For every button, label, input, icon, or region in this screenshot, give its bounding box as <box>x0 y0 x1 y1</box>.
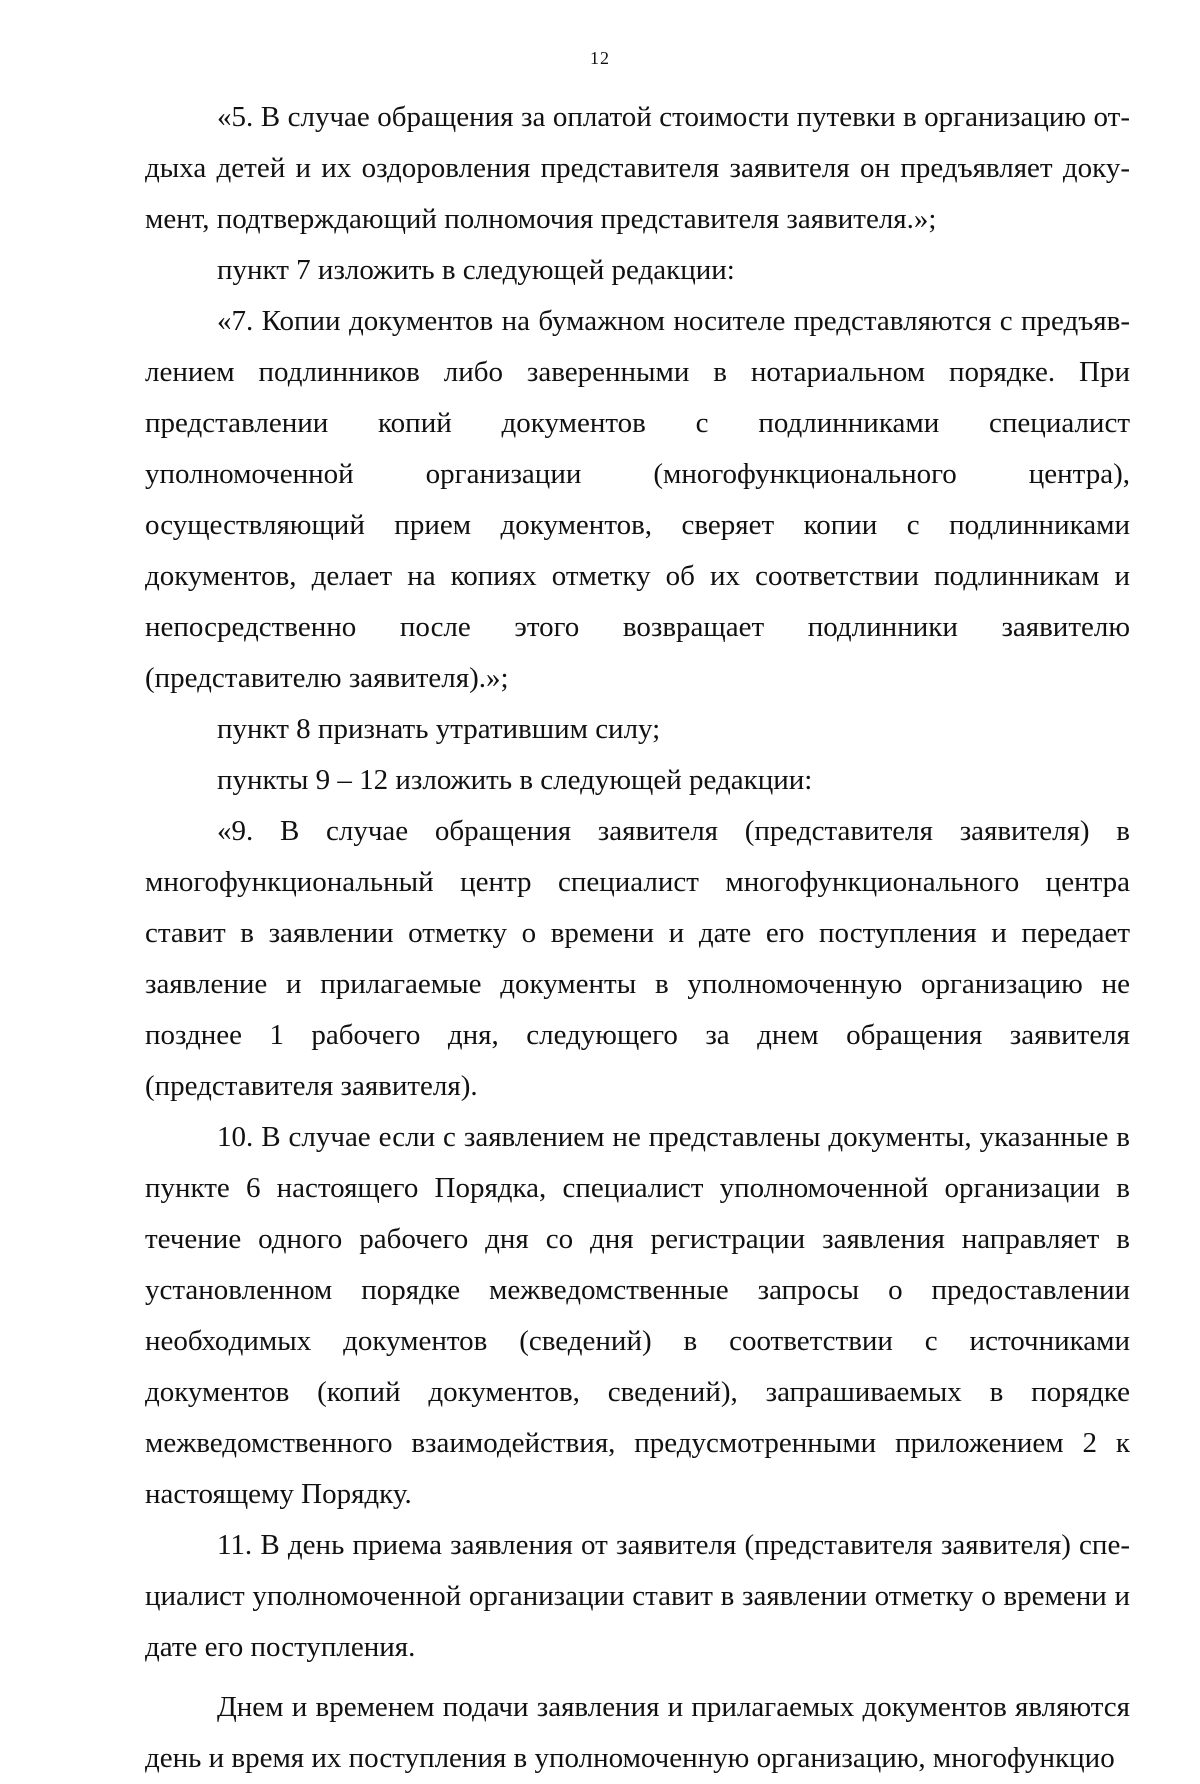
paragraph-item-11: 11. В день приема заявления от заявителя (представителя заявителя) специалист уполномоченной организации ставит в заявлении отметку о времени и дате его поступления. <box>145 1529 1130 1663</box>
paragraph-instruction-items-9-12: пункты 9 – 12 изложить в следующей редакции: <box>217 764 813 796</box>
paragraph-instruction-item-7: пункт 7 изложить в следующей редакции: <box>217 254 735 286</box>
paragraph-instruction-item-8: пункт 8 признать утратившим силу; <box>217 713 661 745</box>
paragraph-item-9: «9. В случае обращения заявителя (представителя заявителя) в многофункциональный центр специалист многофункционального центра ставит в заявлении отметку о времени и дате его поступления и передает заявление и прилагаемые документы в уполномоченную организацию не позднее 1 рабочего дня, следующего за днем обращения заявителя (представителя заявителя). <box>145 815 1130 1102</box>
paragraph-item-10: 10. В случае если с заявлением не представлены документы, указанные в пункте 6 настоящего Порядка, специалист уполномоченной организации в течение одного рабочего дня со дня регистрации заявления направляет в установленном порядке межведомственные запросы о предоставлении необходимых документов (сведений) в соответствии с источниками документов (копий документов, сведений), запрашиваемых в порядке межведомственного взаимодействия, предусмотренными приложением 2 к настоящему Порядку. <box>145 1121 1130 1510</box>
paragraph-item-7: «7. Копии документов на бумажном носителе представляются с предъявлением подлинников либо заверенными в нотариальном порядке. При представлении копий документов с подлинниками специалист уполномоченной организации (многофункционального центра), осуществляющий прием документов, сверяет копии с подлинниками документов, делает на копиях отметку об их соответствии подлинникам и непосредственно после этого возвращает подлинники заявителю (представителю заявителя).»; <box>145 305 1130 694</box>
document-body <box>145 92 1130 1784</box>
paragraph-submission-date: Днем и временем подачи заявления и прилагаемых документов являются день и время их поступления в уполномоченную организацию, многофункцио <box>145 1691 1130 1774</box>
page-number: 12 <box>590 48 610 68</box>
paragraph-item-5: «5. В случае обращения за оплатой стоимости путевки в организацию отдыха детей и их оздоровления представителя заявителя он предъявляет документ, подтверждающий полномочия представителя заявителя.»; <box>145 101 1130 235</box>
